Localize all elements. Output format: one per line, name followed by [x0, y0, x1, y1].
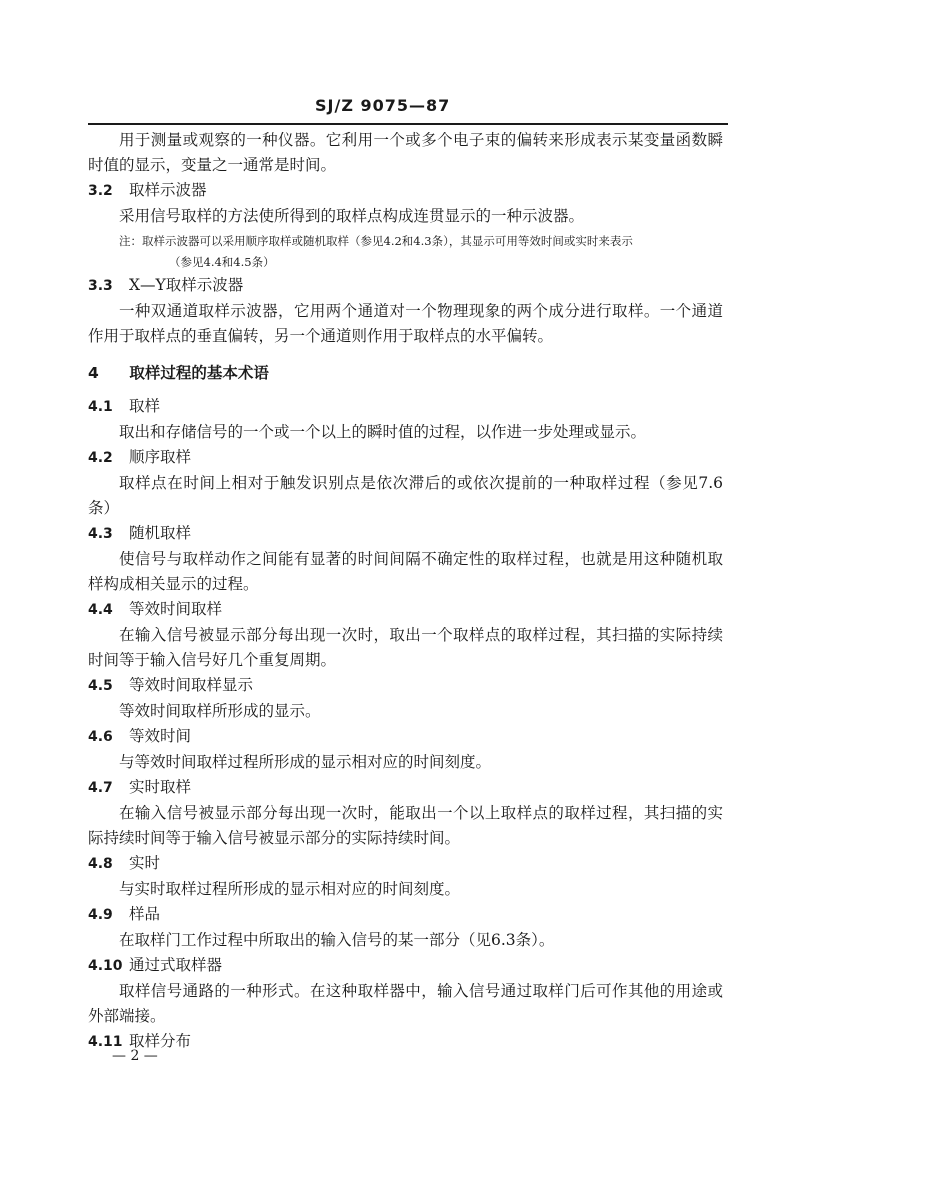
- clause-4-1-heading: [88, 394, 723, 420]
- clause-4-5-heading: [88, 673, 723, 699]
- clause-4-1-body: 取出和存储信号的一个或一个以上的瞬时值的过程，以作进一步处理或显示。: [119, 423, 647, 441]
- clause-4-7-heading: [88, 775, 723, 801]
- clause-4-4-body: 在输入信号被显示部分每出现一次时，取出一个取样点的取样过程，其扫描的实际持续时间等于输入信号好几个重复周期。: [88, 626, 723, 669]
- clause-number: 4.8: [88, 856, 113, 872]
- clause-4-9-heading: [88, 902, 723, 928]
- clause-number: 4.2: [88, 450, 113, 466]
- clause-4-9-body: 在取样门工作过程中所取出的输入信号的某一部分（见6.3条）。: [119, 931, 555, 949]
- document-code: SJ/Z 9075—87: [315, 96, 451, 115]
- clause-4-6-heading: [88, 724, 723, 750]
- clause-title: 顺序取样: [128, 448, 191, 466]
- clause-number: 4.11: [88, 1034, 123, 1050]
- clause-4-5-body: 等效时间取样所形成的显示。: [119, 702, 321, 720]
- clause-title: 等效时间取样显示: [128, 676, 253, 694]
- clause-4-2-heading: [88, 445, 723, 471]
- clause-4-10-heading: [88, 953, 723, 979]
- clause-title: 取样示波器: [128, 181, 207, 199]
- clause-3-3-body: 一种双通道取样示波器，它用两个通道对一个物理现象的两个成分进行取样。一个通道作用于取样点的垂直偏转，另一个通道则作用于取样点的水平偏转。: [88, 302, 723, 345]
- clause-title: 样品: [128, 905, 160, 923]
- clause-number: 4.3: [88, 526, 113, 542]
- clause-number: 4.10: [88, 958, 123, 974]
- section-4-heading: [88, 361, 723, 386]
- clause-number: 4.4: [88, 602, 113, 618]
- clause-4-8-body: 与实时取样过程所形成的显示相对应的时间刻度。: [119, 880, 461, 898]
- clause-4-11-heading: [88, 1029, 723, 1055]
- clause-number: 3.3: [88, 278, 113, 294]
- header-divider: [88, 123, 728, 125]
- clause-title: 取样: [128, 397, 160, 415]
- section-number: 4: [88, 364, 99, 382]
- clause-3-2-heading: [88, 178, 723, 204]
- clause-4-2-body: 取样点在时间上相对于触发识别点是依次滞后的或依次提前的一种取样过程（参见7.6条）: [88, 474, 723, 517]
- clause-number: 4.5: [88, 678, 113, 694]
- note-line-1: 注：取样示波器可以采用顺序取样或随机取样（参见4.2和4.3条），其显示可用等效时间或实时来表示: [119, 234, 633, 248]
- clause-title: 实时: [128, 854, 160, 872]
- clause-number: 4.1: [88, 399, 113, 415]
- clause-title: X—Y取样示波器: [128, 276, 244, 294]
- document-body: [88, 128, 723, 1055]
- clause-3-3-heading: [88, 273, 723, 299]
- clause-number: 4.9: [88, 907, 113, 923]
- clause-4-7-body: 在输入信号被显示部分每出现一次时，能取出一个以上取样点的取样过程，其扫描的实际持续时间等于输入信号被显示部分的实际持续时间。: [88, 804, 723, 847]
- clause-title: 通过式取样器: [128, 956, 222, 974]
- page-number: — 2 —: [112, 1048, 158, 1064]
- clause-title: 等效时间取样: [128, 600, 222, 618]
- clause-3-2-body: 采用信号取样的方法使所得到的取样点构成连贯显示的一种示波器。: [119, 207, 585, 225]
- clause-4-3-body: 使信号与取样动作之间能有显著的时间间隔不确定性的取样过程，也就是用这种随机取样构成相关显示的过程。: [88, 550, 723, 593]
- clause-4-8-heading: [88, 851, 723, 877]
- section-title: 取样过程的基本术语: [129, 364, 269, 382]
- intro-paragraph: 用于测量或观察的一种仪器。它利用一个或多个电子束的偏转来形成表示某变量函数瞬时值的显示，变量之一通常是时间。: [88, 131, 723, 174]
- clause-title: 随机取样: [128, 524, 191, 542]
- clause-3-2-note: [88, 231, 723, 273]
- clause-title: 等效时间: [128, 727, 191, 745]
- clause-4-6-body: 与等效时间取样过程所形成的显示相对应的时间刻度。: [119, 753, 492, 771]
- clause-number: 4.6: [88, 729, 113, 745]
- clause-4-10-body: 取样信号通路的一种形式。在这种取样器中，输入信号通过取样门后可作其他的用途或外部端接。: [88, 982, 723, 1025]
- clause-number: 3.2: [88, 183, 113, 199]
- note-line-2: （参见4.4和4.5条）: [169, 255, 275, 269]
- clause-number: 4.7: [88, 780, 113, 796]
- clause-title: 取样分布: [128, 1032, 191, 1050]
- clause-4-4-heading: [88, 597, 723, 623]
- clause-4-3-heading: [88, 521, 723, 547]
- clause-title: 实时取样: [128, 778, 191, 796]
